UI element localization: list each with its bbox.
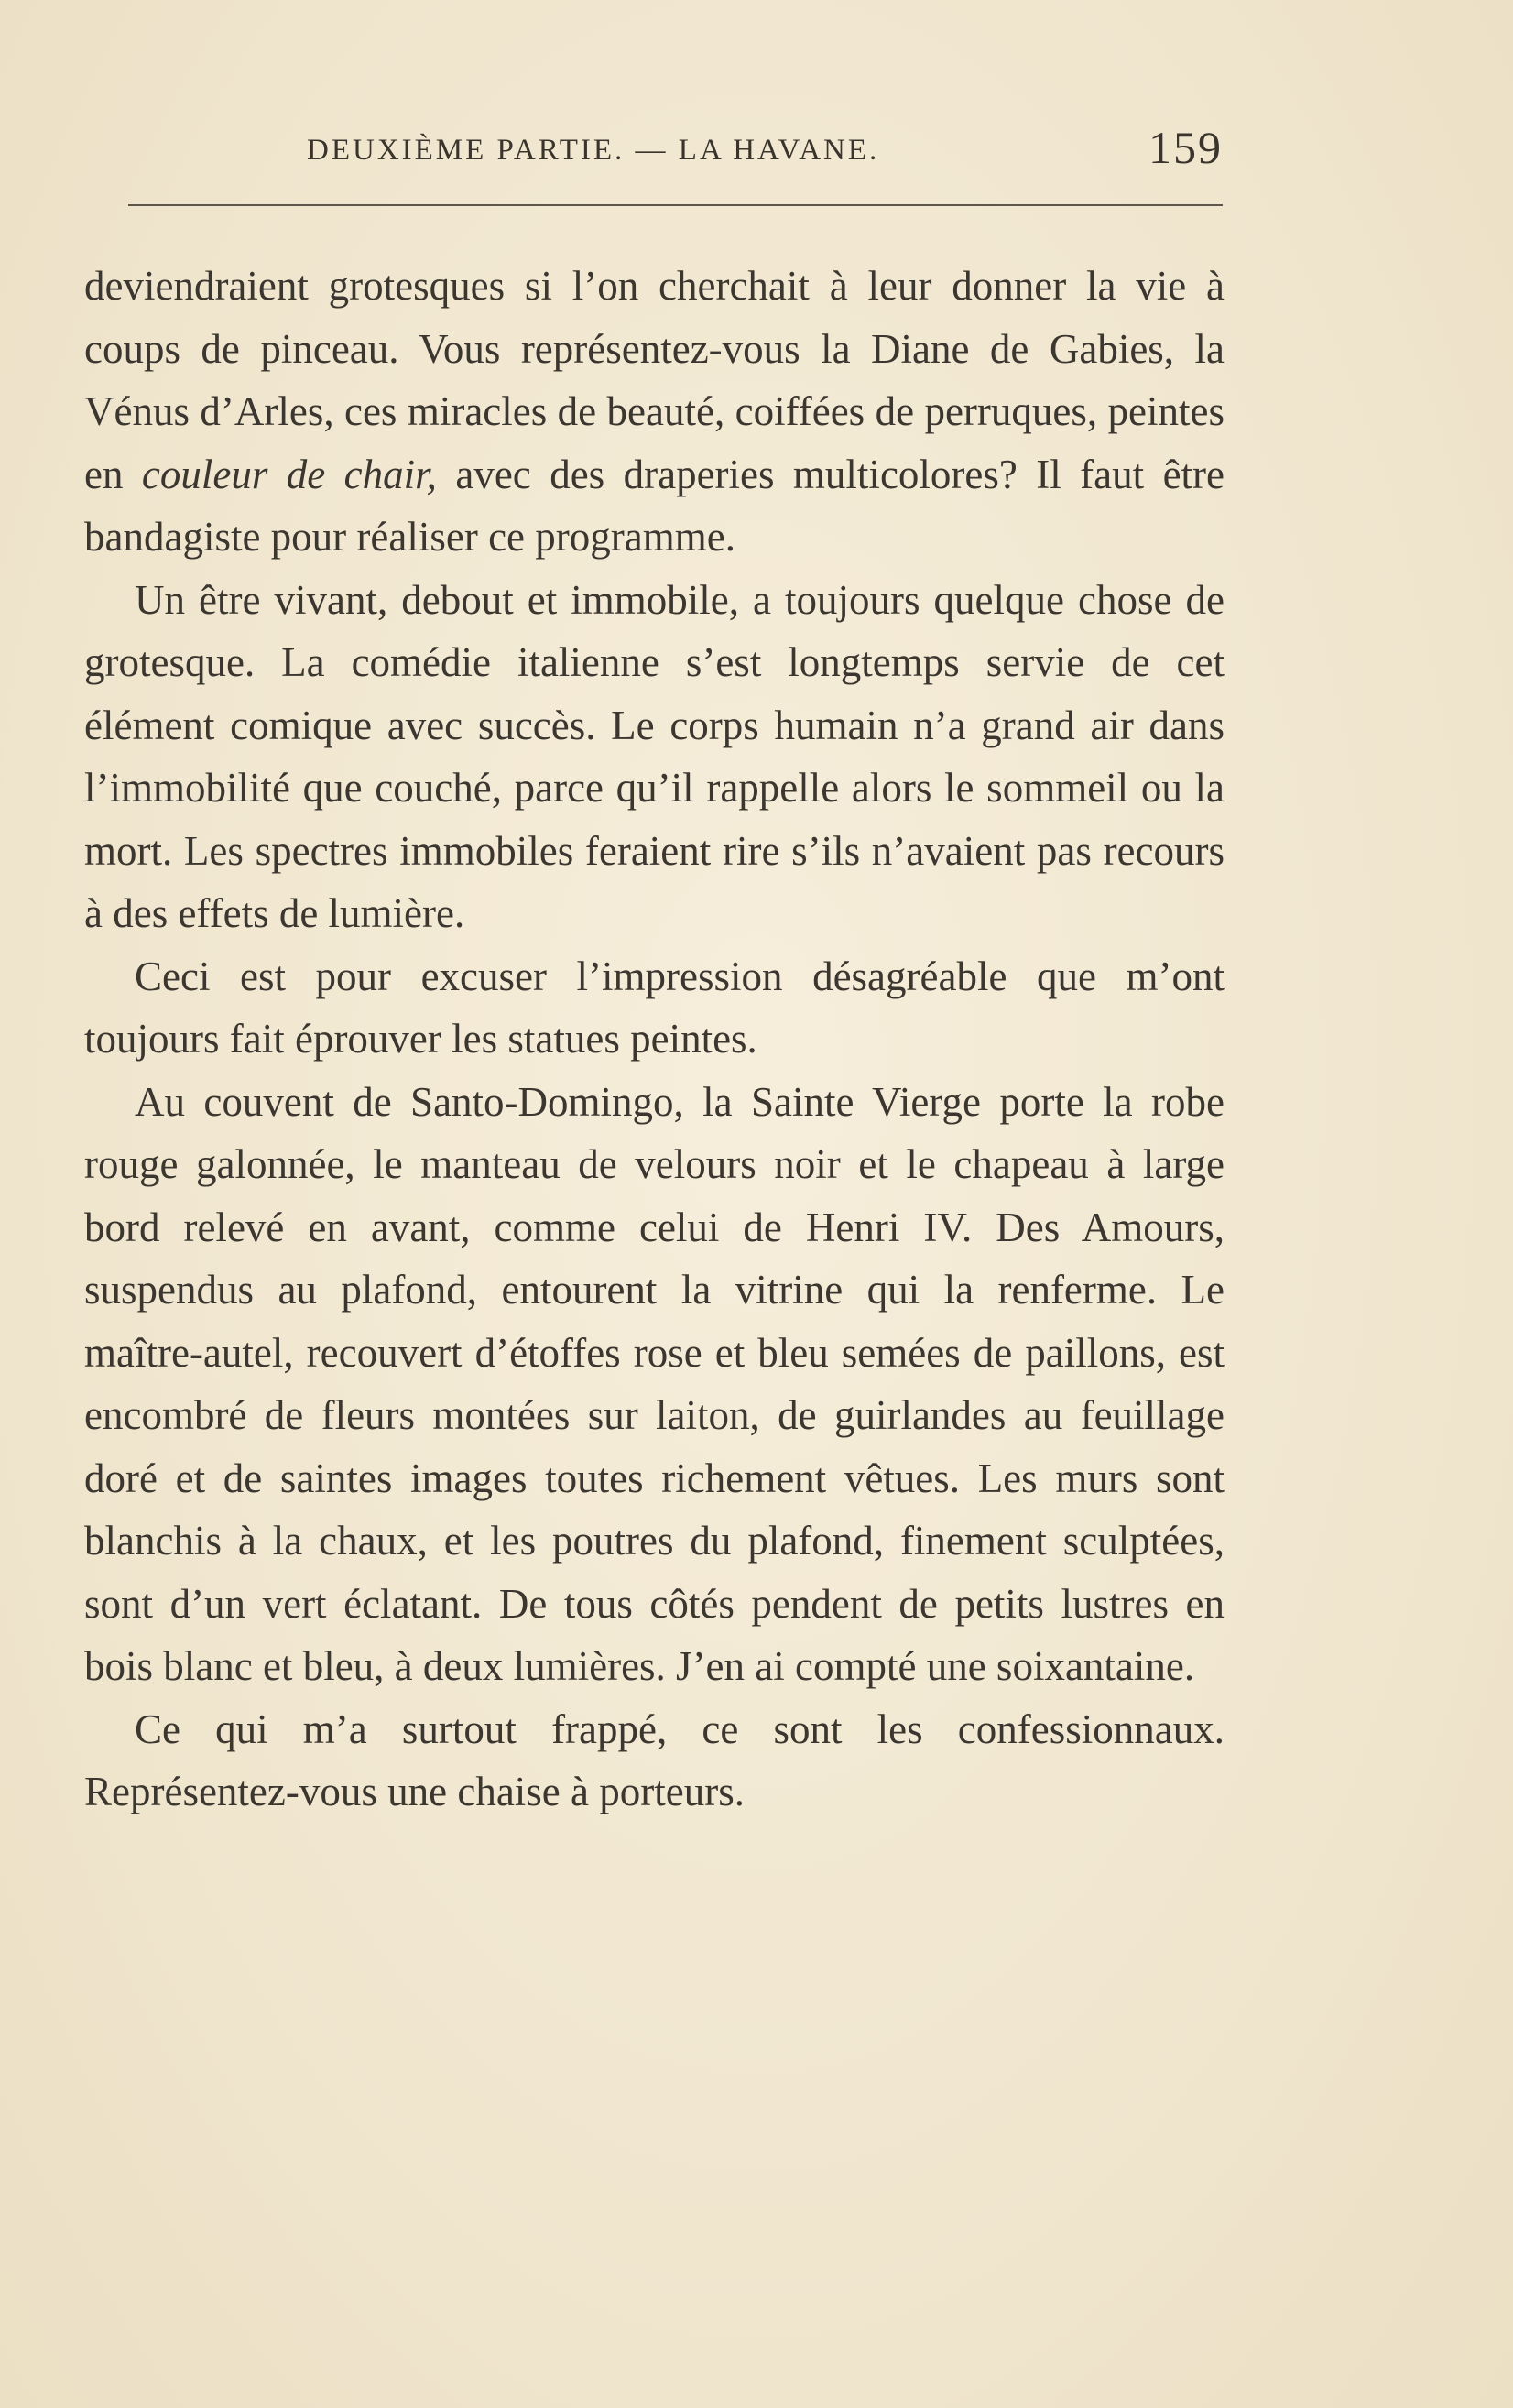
paragraph-2: Un être vivant, debout et immobile, a toujours quelque chose de grotesque. La comédie italienne s’est longtemps servie de cet élément comique avec succès. Le corps humain n’a grand air dans l’immobilité que couché, parce qu’il rappelle alors le sommeil ou la mort. Les spectres immobiles feraient rire s’ils n’avaient pas recours à des effets de lumière. [84, 576, 1225, 936]
running-head [128, 122, 1223, 181]
header-rule [128, 204, 1223, 206]
paragraph-4: Au couvent de Santo-Domingo, la Sainte Vierge porte la robe rouge galonnée, le manteau de velours noir et le chapeau à large bord relevé en avant, comme celui de Henri IV. Des Amours, suspendus au plafond, entourent la vitrine qui la renferme. Le maître-autel, recouvert d’étoffes rose et bleu semées de paillons, est encombré de fleurs montées sur laiton, de guirlandes au feuillage doré et de saintes images toutes richement vêtues. Les murs sont blanchis à la chaux, et les poutres du plafond, finement sculptées, sont d’un vert éclatant. De tous côtés pendent de petits lustres en bois blanc et bleu, à deux lumières. J’en ai compté une soixantaine. [84, 1078, 1225, 1689]
paragraph-1-text: deviendraient grotesques si l’on cherchait à leur donner la vie à coups de pinceau. Vous représentez-vous la Diane de Gabies, la Vénus d’Arles, ces miracles de beauté, coiffées de perruques, peintes en [84, 263, 1225, 497]
page-number: 159 [1148, 122, 1223, 173]
running-head-title: DEUXIÈME PARTIE. — LA HAVANE. [307, 134, 880, 167]
paragraph-1 [84, 255, 1225, 569]
paragraph-3: Ceci est pour excuser l’impression désagréable que m’ont toujours fait éprouver les statues peintes. [84, 953, 1225, 1062]
paragraph-5: Ce qui m’a surtout frappé, ce sont les confessionnaux. Représentez-vous une chaise à porteurs. [84, 1705, 1225, 1814]
paragraph-1-italic: couleur de chair, [141, 451, 437, 497]
paragraph-1-text-end: avec des draperies multicolores? Il faut être bandagiste pour réaliser ce programme. [84, 451, 1225, 560]
body-text [84, 255, 1225, 1824]
